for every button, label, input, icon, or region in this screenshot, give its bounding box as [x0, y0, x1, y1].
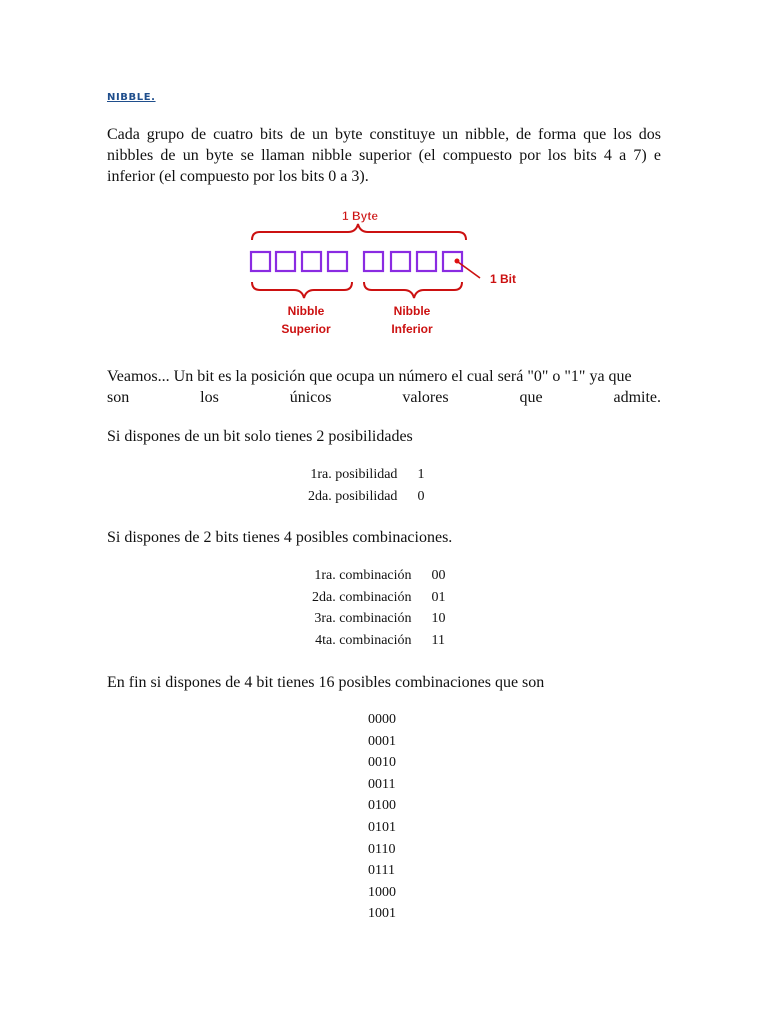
lower-nibble-brace: [364, 282, 462, 298]
bit-boxes: [251, 252, 462, 271]
row-value: 00: [431, 568, 446, 583]
bit-box-2: [391, 252, 410, 271]
list-item: 0011: [368, 776, 396, 792]
list-item: 0101: [368, 819, 396, 835]
bit-box-6: [276, 252, 295, 271]
list-item: 0110: [368, 841, 396, 857]
one-bit-paragraph: Si dispones de un bit solo tienes 2 posibilidades: [107, 428, 413, 445]
bit-box-7: [251, 252, 270, 271]
bit-box-4: [328, 252, 347, 271]
row-value: 0: [417, 488, 425, 504]
bit-explanation-line1: Veamos... Un bit es la posición que ocupa un número el cual será "0" o "1" ya que: [107, 368, 632, 385]
table-row: [308, 464, 424, 486]
two-bits-paragraph: Si dispones de 2 bits tienes 4 posibles combinaciones.: [107, 529, 453, 546]
row-label: 3ra. combinación: [314, 611, 412, 626]
row-label: 1ra. combinación: [314, 568, 412, 583]
row-label: 2da. combinación: [312, 589, 412, 605]
four-bits-paragraph: En fin si dispones de 4 bit tienes 16 posibles combinaciones que son: [107, 674, 545, 691]
byte-label: 1 Byte: [341, 209, 379, 223]
upper-nibble-brace: [252, 282, 352, 298]
list-item: 1001: [368, 906, 396, 922]
row-label: 4ta. combinación: [315, 632, 412, 648]
row-label: 2da. posibilidad: [308, 488, 398, 504]
table-row: [312, 565, 446, 587]
table-row: [308, 486, 424, 508]
bit-explanation-paragraph: [107, 366, 661, 408]
list-item: 1000: [368, 884, 396, 900]
list-item: 0001: [368, 733, 396, 749]
lower-nibble-label-line2: Inferior: [391, 322, 433, 336]
bit-box-1: [417, 252, 436, 271]
bit-box-3: [364, 252, 383, 271]
row-value: 01: [431, 589, 446, 605]
row-value: 10: [431, 611, 446, 626]
byte-nibble-diagram: [240, 200, 530, 345]
row-value: 11: [431, 632, 446, 648]
four-bit-combinations-list: [368, 709, 396, 925]
list-item: 0010: [368, 755, 396, 771]
bit-explanation-line2: son los únicos valores que admite.: [107, 389, 661, 406]
upper-nibble-label-line2: Superior: [281, 322, 331, 336]
table-row: [312, 630, 446, 652]
one-bit-table: [308, 464, 424, 507]
bit-label: 1 Bit: [490, 272, 517, 286]
row-label: 1ra. posibilidad: [310, 467, 398, 482]
row-value: 1: [417, 467, 425, 482]
byte-brace: [252, 224, 466, 240]
upper-nibble-label-line1: Nibble: [287, 304, 325, 318]
section-heading-nibble[interactable]: NIBBLE.: [107, 92, 156, 103]
bit-box-5: [302, 252, 321, 271]
list-item: 0100: [368, 798, 396, 814]
table-row: [312, 587, 446, 609]
list-item: 0111: [368, 863, 395, 879]
table-row: [312, 608, 446, 630]
intro-paragraph: Cada grupo de cuatro bits de un byte constituye un nibble, de forma que los dos nibbles de un byte se llaman nibble superior (el compuesto por los bits 4 a 7) e inferior (el compuesto por los bits 0 a 3).: [107, 126, 661, 185]
lower-nibble-label-line1: Nibble: [393, 304, 431, 318]
two-bit-table: [312, 565, 446, 651]
list-item: 0000: [368, 712, 396, 727]
